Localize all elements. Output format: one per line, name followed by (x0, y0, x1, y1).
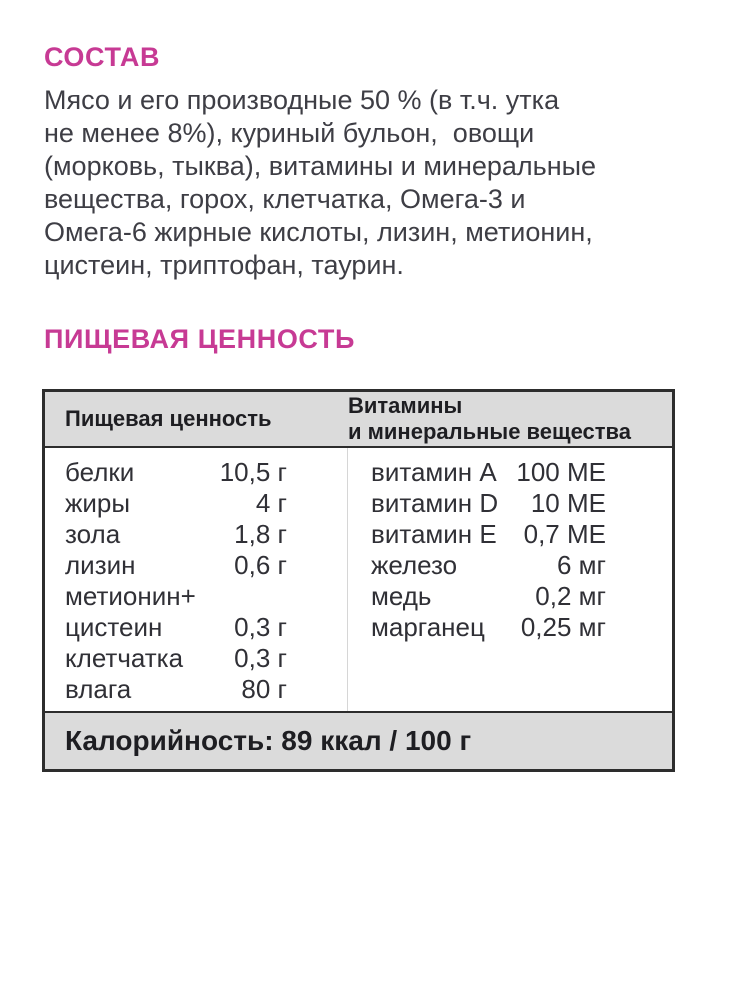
nutrition-table-header (45, 392, 672, 448)
composition-line: (морковь, тыква), витамины и минеральные (44, 151, 597, 181)
nutrient-label: жиры (65, 488, 131, 518)
nutrient-label: клетчатка (65, 643, 184, 673)
nutrient-value: 0,2 мг (535, 581, 606, 611)
column-header-vitamins-line2: и минеральные вещества (348, 419, 632, 444)
column-header-vitamins (348, 393, 631, 445)
nutrient-label: железо (371, 550, 458, 580)
composition-line: вещества, горох, клетчатка, Омега-3 и (44, 184, 526, 214)
nutrient-label: витамин E (371, 519, 497, 549)
nutrient-label: белки (65, 457, 135, 487)
table-row (371, 550, 606, 581)
table-row (371, 612, 606, 643)
calories-text: Калорийность: 89 ккал / 100 г (65, 725, 472, 756)
table-row (371, 519, 606, 550)
nutrient-value: 10 МЕ (530, 488, 606, 518)
composition-section-title: СОСТАВ (44, 42, 161, 72)
column-header-vitamins-line1: Витамины (348, 393, 463, 418)
composition-line: Мясо и его производные 50 % (в т.ч. утка (44, 85, 560, 115)
nutrient-label: цистеин (65, 612, 163, 642)
nutrient-value: 100 МЕ (516, 457, 606, 487)
nutrient-label: влага (65, 674, 132, 704)
table-row (65, 643, 287, 674)
nutrient-value: 6 мг (556, 550, 606, 580)
nutrient-label: медь (371, 581, 432, 611)
table-row (65, 488, 287, 519)
composition-line: не менее 8%), куриный бульон, овощи (44, 118, 535, 148)
nutrient-value: 0,3 г (234, 612, 287, 642)
nutrient-value: 0,3 г (234, 643, 287, 673)
composition-text (44, 84, 596, 282)
calories-row (45, 711, 672, 769)
table-row (371, 457, 606, 488)
table-row (65, 674, 287, 705)
nutrient-label: марганец (371, 612, 485, 642)
nutrient-label: лизин (65, 550, 136, 580)
nutrition-values-column (45, 448, 348, 711)
nutrient-value: 10,5 г (219, 457, 287, 487)
nutrient-value: 0,7 МЕ (523, 519, 606, 549)
nutrient-value: 1,8 г (234, 519, 287, 549)
table-row (65, 519, 287, 550)
nutrient-value: 4 г (255, 488, 287, 518)
nutrient-value: 0,6 г (234, 550, 287, 580)
table-row (371, 488, 606, 519)
nutrient-label: метионин+ (65, 581, 196, 611)
composition-line: Омега-6 жирные кислоты, лизин, метионин, (44, 217, 593, 247)
table-row (371, 581, 606, 612)
nutrient-label: зола (65, 519, 121, 549)
vitamins-values-column (348, 448, 672, 711)
nutrition-table-body (45, 448, 672, 711)
column-header-nutrition: Пищевая ценность (65, 406, 272, 431)
composition-line: цистеин, триптофан, таурин. (44, 250, 404, 280)
table-row (65, 581, 287, 612)
table-row (65, 612, 287, 643)
nutrition-table (42, 389, 675, 772)
nutrient-value: 80 г (241, 674, 287, 704)
table-row (65, 550, 287, 581)
table-row (65, 457, 287, 488)
nutrient-label: витамин D (371, 488, 499, 518)
nutrient-label: витамин A (371, 457, 497, 487)
nutrition-section-title: ПИЩЕВАЯ ЦЕННОСТЬ (44, 324, 355, 354)
nutrient-value: 0,25 мг (520, 612, 606, 642)
